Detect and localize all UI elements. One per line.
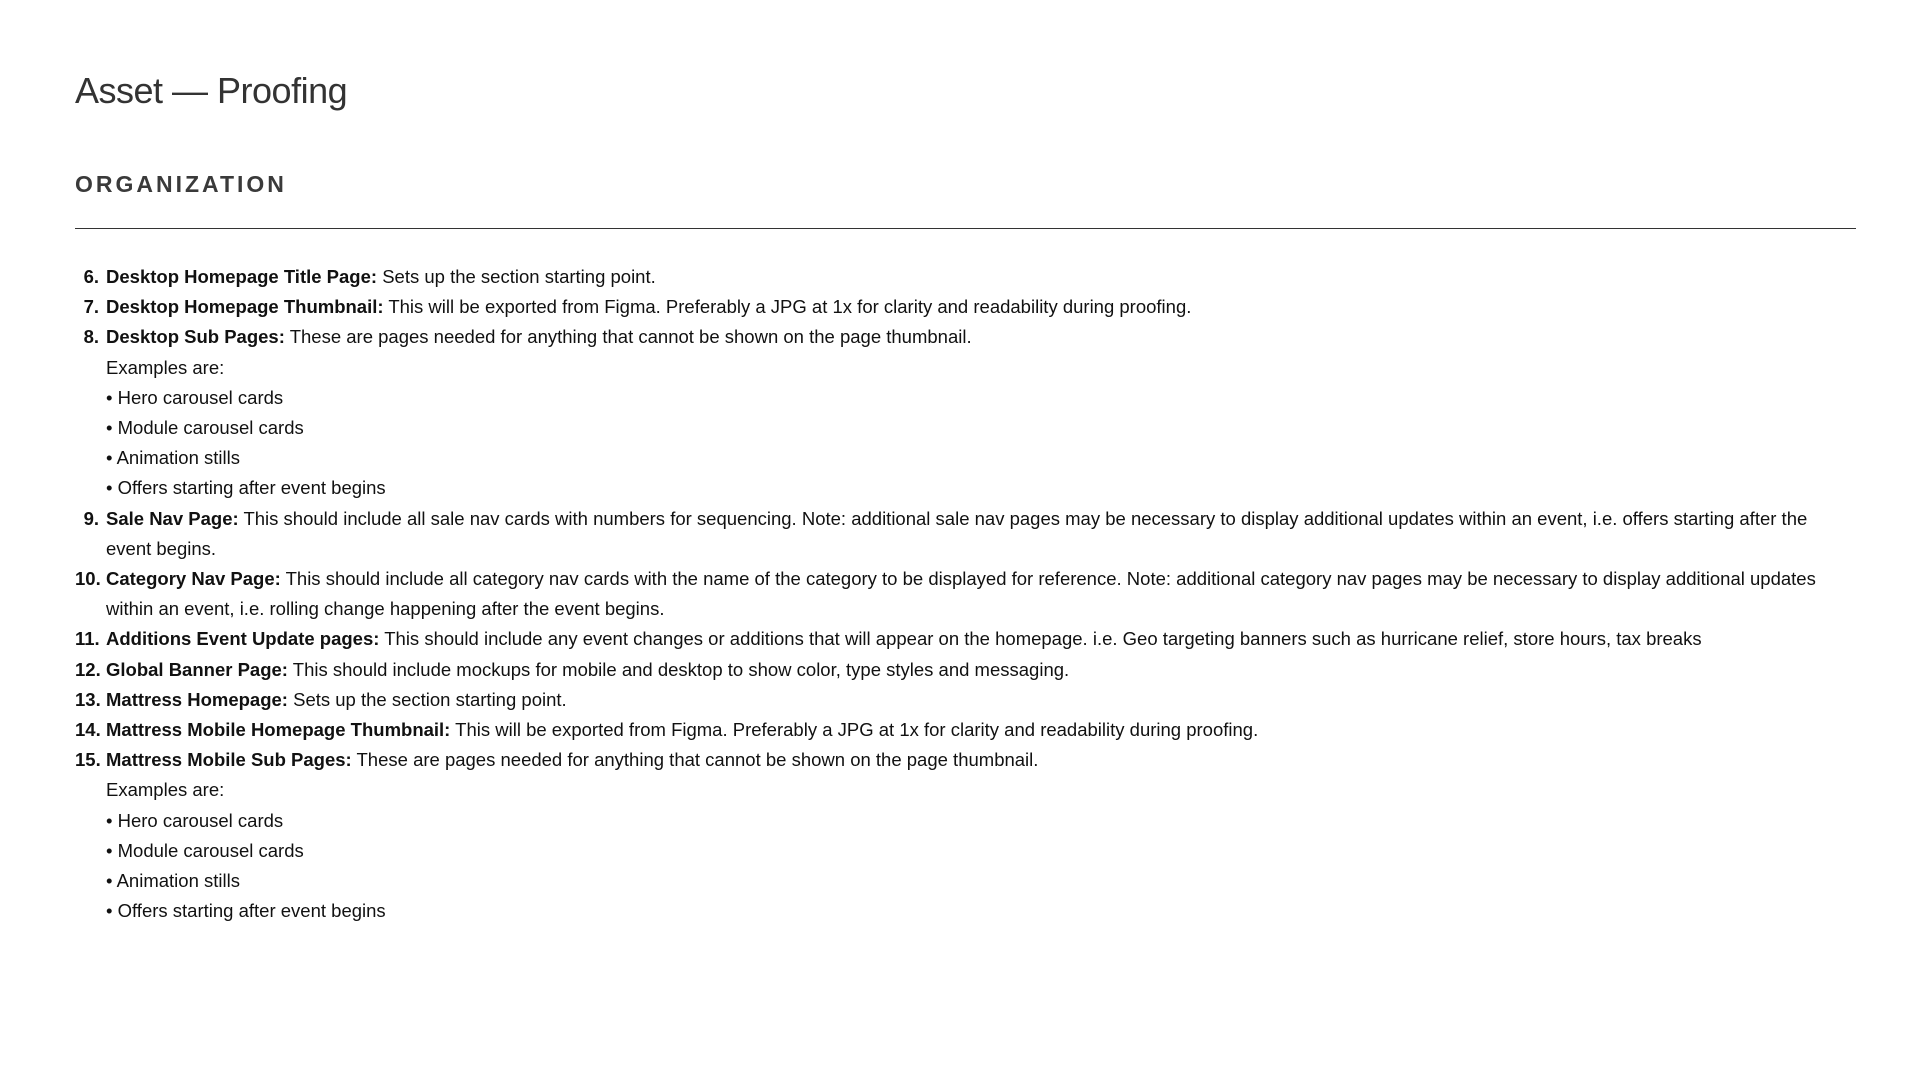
item-text: Sets up the section starting point. [287, 688, 567, 710]
list-item [75, 262, 1856, 292]
example-bullet: • Hero carousel cards [106, 386, 284, 408]
list-item [75, 655, 1856, 685]
list-item [75, 624, 1856, 654]
list-item [75, 292, 1856, 322]
item-number: 10. [75, 568, 101, 590]
list-item [75, 745, 1856, 926]
item-text: This will be exported from Figma. Preferably a JPG at 1x for clarity and readability during proofing. [450, 719, 1259, 741]
item-label: Desktop Homepage Thumbnail: [106, 296, 384, 318]
item-text: These are pages needed for anything that cannot be shown on the page thumbnail. [284, 326, 972, 348]
organization-list [75, 262, 1856, 926]
item-label: Mattress Mobile Sub Pages: [106, 749, 352, 771]
item-label: Category Nav Page: [106, 568, 281, 590]
item-label: Desktop Homepage Title Page: [106, 266, 378, 287]
item-number: 13. [75, 688, 101, 710]
item-label: Global Banner Page: [106, 658, 288, 680]
item-number: 6. [83, 266, 99, 287]
item-number: 7. [83, 296, 99, 318]
item-number: 9. [83, 507, 99, 529]
item-text: Sets up the section starting point. [377, 266, 656, 287]
example-bullet: • Animation stills [106, 870, 240, 892]
example-bullet: • Offers starting after event begins [106, 900, 386, 922]
item-number: 12. [75, 658, 101, 680]
list-item [75, 685, 1856, 715]
item-text: This should include all category nav cards with the name of the category to be displayed for reference. Note: additional category nav pages may be necessary to display additional updates within an event, i.e. rolling change happening after the event begins. [106, 568, 1816, 620]
example-bullet: • Module carousel cards [106, 417, 304, 439]
item-label: Additions Event Update pages: [106, 628, 380, 650]
item-number: 11. [75, 628, 100, 650]
examples-label: Examples are: [106, 779, 225, 801]
example-bullet: • Animation stills [106, 447, 240, 469]
list-item [75, 564, 1856, 624]
item-label: Mattress Mobile Homepage Thumbnail: [106, 719, 451, 741]
section-heading: ORGANIZATION [75, 171, 287, 197]
item-text: These are pages needed for anything that cannot be shown on the page thumbnail. [351, 749, 1039, 771]
example-bullet: • Module carousel cards [106, 839, 304, 861]
example-bullet: • Hero carousel cards [106, 809, 284, 831]
item-number: 14. [75, 719, 101, 741]
item-number: 8. [83, 326, 99, 348]
list-item [75, 322, 1856, 503]
item-number: 15. [75, 749, 101, 771]
item-label: Sale Nav Page: [106, 507, 239, 529]
item-text: This will be exported from Figma. Preferably a JPG at 1x for clarity and readability during proofing. [383, 296, 1192, 318]
list-item [75, 504, 1856, 564]
item-label: Mattress Homepage: [106, 688, 288, 710]
example-bullet: • Offers starting after event begins [106, 477, 386, 499]
page-title: Asset — Proofing [75, 70, 348, 111]
examples-label: Examples are: [106, 356, 225, 378]
divider [75, 228, 1856, 229]
item-text: This should include any event changes or additions that will appear on the homepage. i.e. Geo targeting banners such as hurricane relief, store hours, tax breaks [379, 628, 1702, 650]
item-label: Desktop Sub Pages: [106, 326, 285, 348]
document-page [75, 0, 1856, 1080]
item-text: This should include mockups for mobile and desktop to show color, type styles and messaging. [287, 658, 1070, 680]
item-text: This should include all sale nav cards with numbers for sequencing. Note: additional sale nav pages may be necessary to display additional updates within an event, i.e. offers starting after the event begins. [106, 507, 1808, 559]
list-item [75, 715, 1856, 745]
